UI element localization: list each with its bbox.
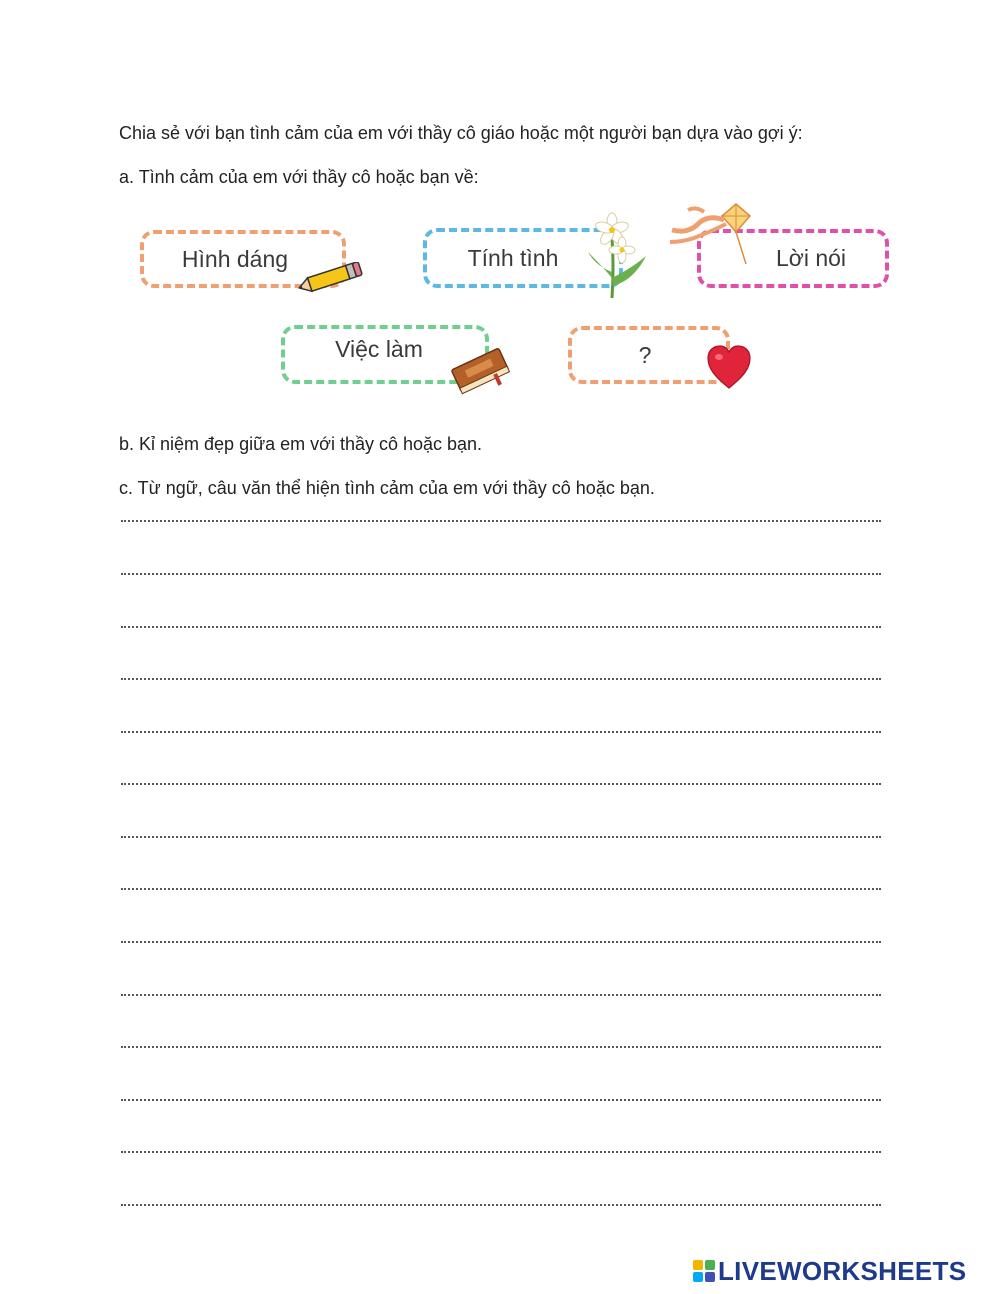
flower-icon xyxy=(582,208,648,300)
answer-line[interactable] xyxy=(121,783,881,785)
intro-text: Chia sẻ với bạn tình cảm của em với thầy cô giáo hoặc một người bạn dựa vào gợi ý: xyxy=(119,123,803,143)
tag-actions-label: Việc làm xyxy=(335,336,423,362)
tag-appearance-label: Hình dáng xyxy=(181,245,289,272)
answer-line[interactable] xyxy=(121,994,881,996)
answer-line[interactable] xyxy=(121,888,881,890)
answer-line[interactable] xyxy=(121,573,881,575)
answer-line[interactable] xyxy=(121,941,881,943)
liveworksheets-logo xyxy=(692,1256,966,1286)
tag-other-label: ? xyxy=(638,341,652,368)
logo-text: LIVEWORKSHEETS xyxy=(718,1255,967,1286)
answer-line[interactable] xyxy=(121,520,881,522)
answer-line[interactable] xyxy=(121,1204,881,1206)
answer-line[interactable] xyxy=(121,1151,881,1153)
answer-line[interactable] xyxy=(121,836,881,838)
logo-mark-icon xyxy=(692,1259,716,1283)
kite-icon xyxy=(668,202,752,268)
tag-words-label: Lời nói xyxy=(775,245,847,271)
part-c-heading: c. Từ ngữ, câu văn thể hiện tình cảm của em với thầy cô hoặc bạn. xyxy=(119,478,655,498)
part-b-heading: b. Kỉ niệm đẹp giữa em với thầy cô hoặc bạn. xyxy=(119,434,483,454)
pencil-icon xyxy=(295,262,365,296)
answer-line[interactable] xyxy=(121,678,881,680)
answer-line[interactable] xyxy=(121,731,881,733)
answer-line[interactable] xyxy=(121,626,881,628)
answer-line[interactable] xyxy=(121,1046,881,1048)
part-a-heading: a. Tình cảm của em với thầy cô hoặc bạn về: xyxy=(119,167,479,187)
book-icon xyxy=(446,344,514,396)
heart-icon xyxy=(706,344,752,392)
answer-line[interactable] xyxy=(121,1099,881,1101)
tag-personality-label: Tính tình xyxy=(467,244,559,271)
